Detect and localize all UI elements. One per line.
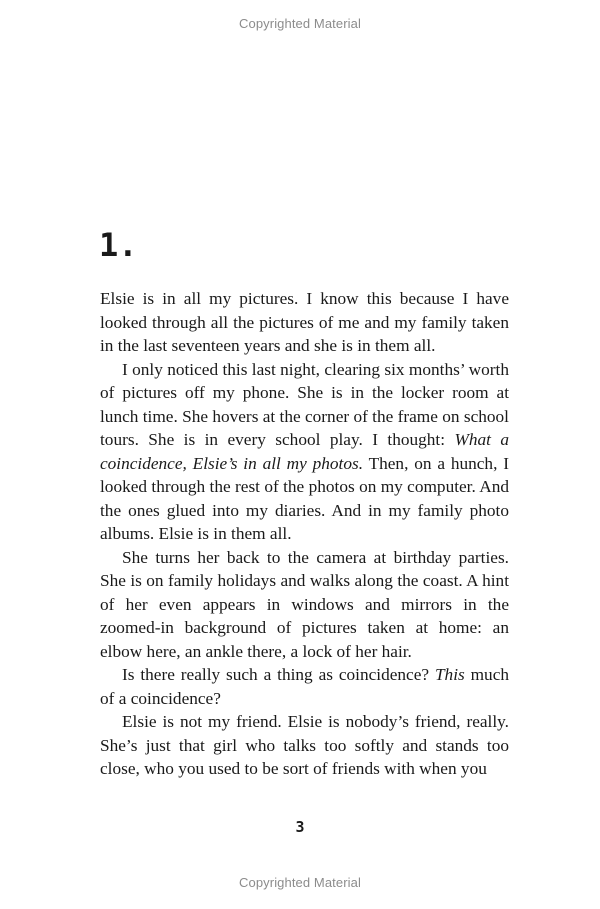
paragraph-4-italic: This: [434, 665, 465, 684]
copyright-watermark-bottom: Copyrighted Material: [239, 875, 361, 890]
paragraph-3: She turns her back to the camera at birthday parties. She is on family holidays and walks along the coast. A hint of her even appears in windows and mirrors in the zoomed-in background of pictures taken at home: an elbow here, an ankle there, a lock of her hair.: [100, 547, 509, 661]
paragraph-1: Elsie is in all my pictures. I know this because I have looked through all the pictures of me and my family taken in the last seventeen years and she is in them all.: [100, 289, 509, 355]
chapter-body: [100, 287, 509, 781]
paragraph-2-text-b: Then, on a hunch, I looked through the rest of the photos on my computer. And the ones glued into my diaries. And in my family photo albums. Elsie is in them all.: [100, 453, 509, 543]
chapter-number: 1.: [99, 226, 138, 264]
copyright-watermark-top: Copyrighted Material: [239, 16, 361, 31]
paragraph-4-text-b: much of a coincidence?: [100, 665, 510, 708]
paragraph-2: [100, 358, 509, 546]
paragraph-4-text-a: Is there really such a thing as coincidence?: [122, 665, 435, 684]
page-number: 3: [295, 818, 305, 836]
paragraph-2-italic: What a coincidence, Elsie’s in all my photos.: [100, 430, 509, 473]
paragraph-5: Elsie is not my friend. Elsie is nobody’s friend, really. She’s just that girl who talks too softly and stands too close, who you used to be sort of friends with when you: [100, 712, 509, 778]
paragraph-4: [100, 663, 509, 710]
paragraph-2-text-a: I only noticed this last night, clearing six months’ worth of pictures off my phone. She is in the locker room at lunch time. She hovers at the corner of the frame on school tours. She is in every school play. I thought:: [100, 359, 509, 449]
